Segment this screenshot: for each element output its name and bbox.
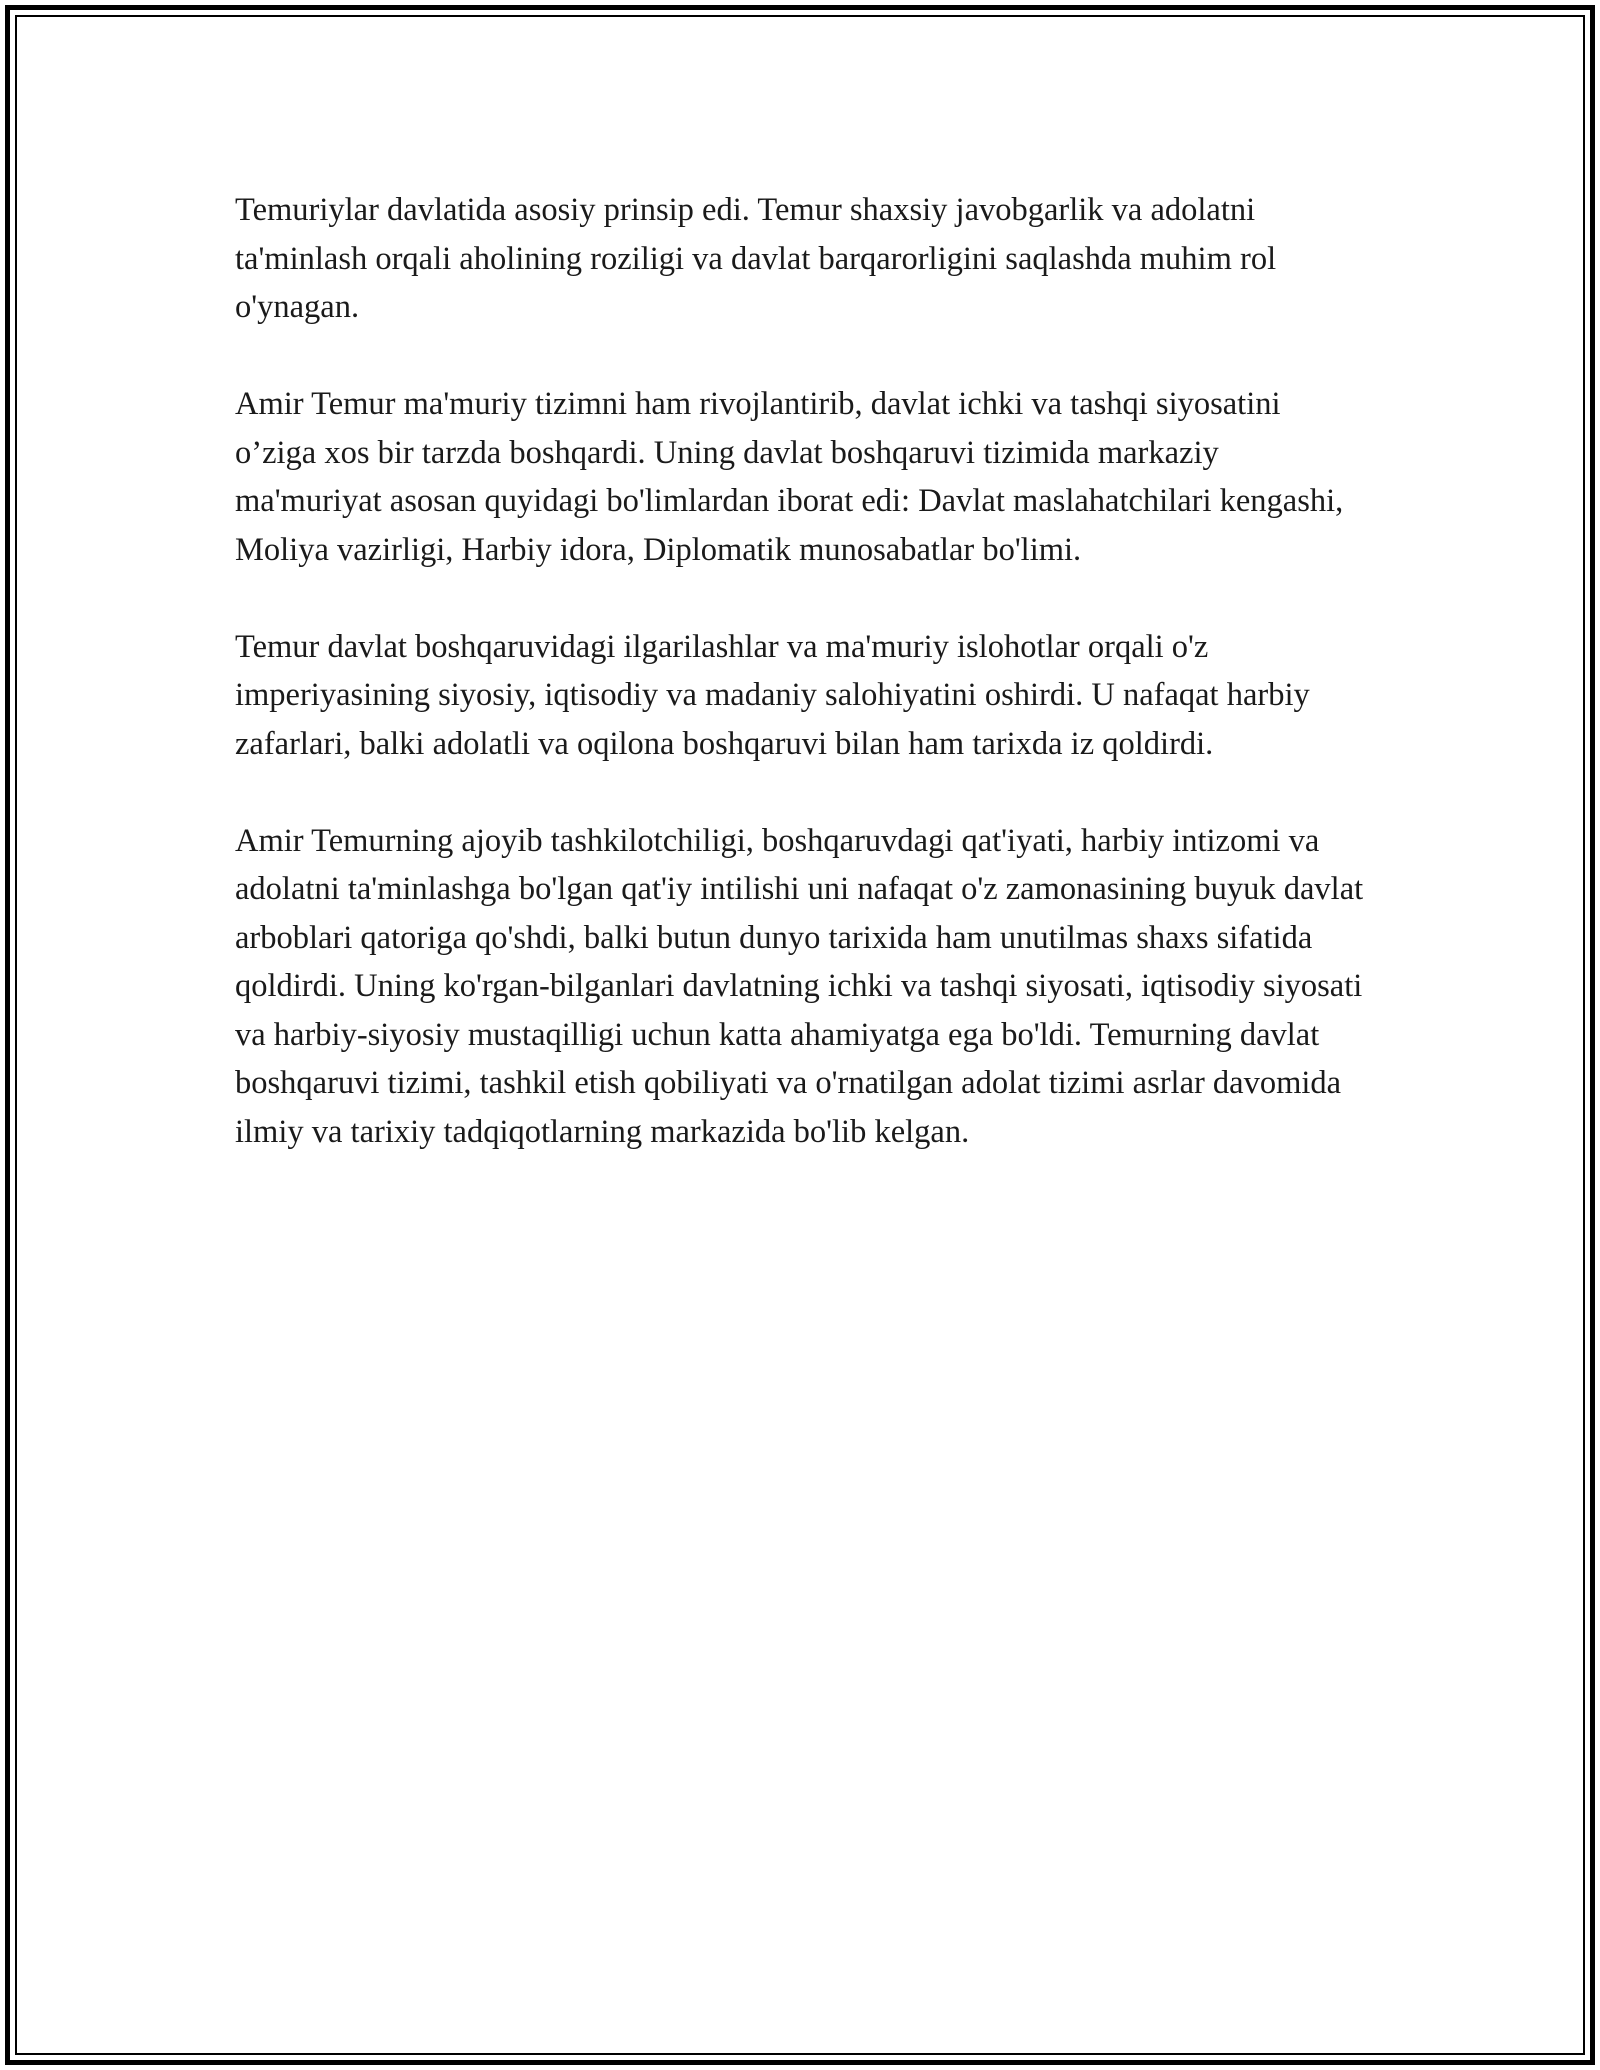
paragraph-4: Amir Temurning ajoyib tashkilotchiligi, boshqaruvdagi qat'iyati, harbiy intizomi va adolatni ta'minlashga bo'lgan qat'iy intilishi uni nafaqat o'z zamonasining buyuk davlat arboblari qatoriga qo'shdi, balki butun dunyo tarixida ham unutilmas shaxs sifatida qoldirdi. Uning ko'rgan-bilganlari davlatning ichki va tashqi siyosati, iqtisodiy siyosati va harbiy-siyosiy mustaqilligi uchun katta ahamiyatga ega bo'ldi. Temurning davlat boshqaruvi tizimi, tashkil etish qobiliyati va o'rnatilgan adolat tizimi asrlar davomida ilmiy va tarixiy tadqiqotlarning markazida bo'lib kelgan. <box>235 822 1364 1150</box>
document-body <box>235 186 1365 1205</box>
paragraph-3: Temur davlat boshqaruvidagi ilgarilashlar va ma'muriy islohotlar orqali o'z imperiyasining siyosiy, iqtisodiy va madaniy salohiyatini oshirdi. U nafaqat harbiy zafarlari, balki adolatli va oqilona boshqaruvi bilan ham tarixda iz qoldirdi. <box>235 628 1310 762</box>
paragraph-1: Temuriylar davlatida asosiy prinsip edi. Temur shaxsiy javobgarlik va adolatni ta'minlash orqali aholining roziligi va davlat barqarorligini saqlashda muhim rol o'ynagan. <box>235 192 1277 325</box>
paragraph-2: Amir Temur ma'muriy tizimni ham rivojlantirib, davlat ichki va tashqi siyosatini o’ziga xos bir tarzda boshqardi. Uning davlat boshqaruvi tizimida markaziy ma'muriyat asosan quyidagi bo'limlardan iborat edi: Davlat maslahatchilari kengashi, Moliya vazirligi, Harbiy idora, Diplomatik munosabatlar bo'limi. <box>235 386 1344 568</box>
